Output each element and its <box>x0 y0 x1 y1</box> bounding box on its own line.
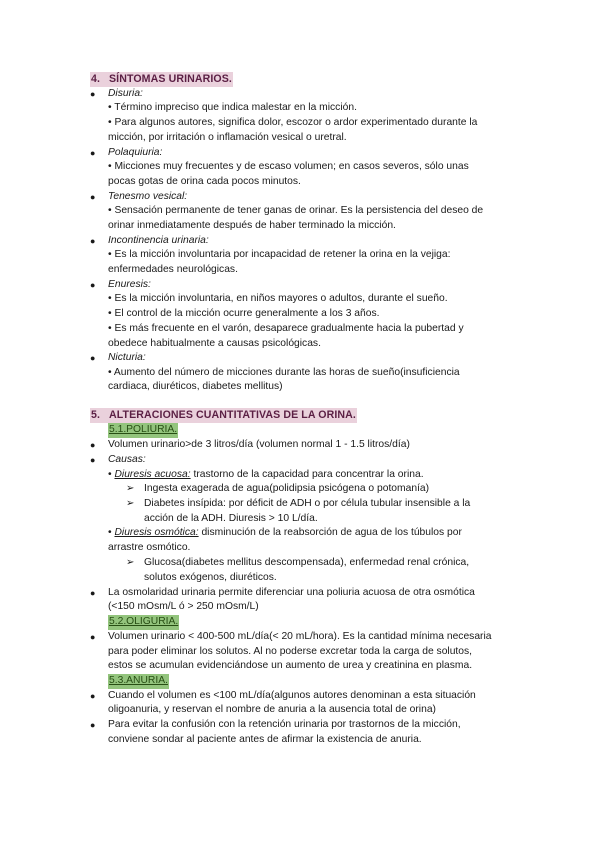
text-line: • Es más frecuente en el varón, desaparece gradualmente hacia la pubertad y <box>108 323 464 334</box>
bullet-icon: ● <box>90 236 96 246</box>
diuresis-osmotica-line: • Diuresis osmótica: disminución de la reabsorción de agua de los túbulos por <box>108 527 462 538</box>
term-causas: Causas: <box>108 454 146 465</box>
bullet-icon: ● <box>90 89 96 99</box>
text-line: estos se acumulan evidenciándose un aumento de urea y creatinina en plasma. <box>108 660 473 671</box>
term-tenesmo-vesical: Tenesmo vesical: <box>108 191 188 202</box>
section-5-title: ALTERACIONES CUANTITATIVAS DE LA ORINA. <box>109 409 356 421</box>
text-line: arrastre osmótico. <box>108 542 191 553</box>
text-line: • Es la micción involuntaria, en niños mayores o adultos, durante el sueño. <box>108 293 448 304</box>
diuresis-acuosa-text: trastorno de la capacidad para concentrar la orina. <box>190 469 424 480</box>
anuria-tag: 5.3.ANURIA. <box>108 674 169 689</box>
text-line: solutos exógenos, diuréticos. <box>144 572 277 583</box>
section-5-number: 5. <box>91 409 101 421</box>
section-4-title: SÍNTOMAS URINARIOS. <box>109 73 232 85</box>
diuresis-acuosa-line: • Diuresis acuosa: trastorno de la capacidad para concentrar la orina. <box>108 469 424 480</box>
section-4-heading <box>90 72 233 87</box>
text-line: cardiaca, diuréticos, diabetes mellitus) <box>108 381 283 392</box>
text-line: • Sensación permanente de tener ganas de orinar. Es la persistencia del deseo de <box>108 205 484 216</box>
poliuria-tag: 5.1.POLIURIA. <box>108 423 178 438</box>
term-nicturia: Nicturia: <box>108 352 146 363</box>
text-line: micción, por irritación o inflamación vesical o uretral. <box>108 132 347 143</box>
text-line: • Micciones muy frecuentes y de escaso volumen; en casos severos, sólo unas <box>108 161 469 172</box>
bullet-icon: ● <box>90 455 96 465</box>
bullet-icon: ● <box>90 632 96 642</box>
text-line: orinar inmediatamente después de haber terminado la micción. <box>108 220 396 231</box>
text-line: (<150 mOsm/L ó > 250 mOsm/L) <box>108 601 259 612</box>
bullet-icon: ● <box>90 353 96 363</box>
bullet-icon: ● <box>90 691 96 701</box>
text-line: enfermedades neurológicas. <box>108 264 238 275</box>
arrow-bullet-icon: ➢ <box>126 498 135 509</box>
text-line: Diabetes insípida: por déficit de ADH o por célula tubular insensible a la <box>144 498 471 509</box>
term-disuria: Disuria: <box>108 88 143 99</box>
text-line: Ingesta exagerada de agua(polidipsia psicógena o potomanía) <box>144 483 430 494</box>
bullet-icon: ● <box>90 192 96 202</box>
text-line: Para evitar la confusión con la retención urinaria por trastornos de la micción, <box>108 719 461 730</box>
section-5-heading <box>90 408 357 423</box>
text-line: • Es la micción involuntaria por incapacidad de retener la orina en la vejiga: <box>108 249 451 260</box>
text-line: • El control de la micción ocurre generalmente a los 3 años. <box>108 308 380 319</box>
text-line: para poder eliminar los solutos. Al no poderse excretar toda la carga de solutos, <box>108 646 473 657</box>
text-line: obedece habitualmente a causas psicológicas. <box>108 338 321 349</box>
term-incontinencia: Incontinencia urinaria: <box>108 235 209 246</box>
text-line: oligoanuria, y reservan el nombre de anuria a la ausencia total de orina) <box>108 704 436 715</box>
text-line: Volumen urinario < 400-500 mL/día(< 20 mL/hora). Es la cantidad mínima necesaria <box>108 631 492 642</box>
term-enuresis: Enuresis: <box>108 279 151 290</box>
text-line: • Aumento del número de micciones durante las horas de sueño(insuficiencia <box>108 367 460 378</box>
text-line: Glucosa(diabetes mellitus descompensada), enfermedad renal crónica, <box>144 557 470 568</box>
bullet-icon: ● <box>90 280 96 290</box>
term-polaquiuria: Polaquiuria: <box>108 147 163 158</box>
text-line: acción de la ADH. Diuresis > 10 L/día. <box>144 513 318 524</box>
term-diuresis-osmotica: Diuresis osmótica: <box>114 527 199 538</box>
arrow-bullet-icon: ➢ <box>126 557 135 568</box>
section-4-number: 4. <box>91 73 101 85</box>
oliguria-tag: 5.2.OLIGURIA. <box>108 615 179 630</box>
text-line: pocas gotas de orina cada pocos minutos. <box>108 176 301 187</box>
bullet-icon: ● <box>90 148 96 158</box>
text-line: La osmolaridad urinaria permite diferenciar una poliuria acuosa de otra osmótica <box>108 587 475 598</box>
arrow-bullet-icon: ➢ <box>126 483 135 494</box>
text-line: • Para algunos autores, significa dolor, escozor o ardor experimentado durante la <box>108 117 478 128</box>
bullet-icon: ● <box>90 440 96 450</box>
bullet-icon: ● <box>90 720 96 730</box>
text-line: conviene sondar al paciente antes de afirmar la existencia de anuria. <box>108 734 422 745</box>
diuresis-osmotica-text: disminución de la reabsorción de agua de los túbulos por <box>198 527 462 538</box>
term-diuresis-acuosa: Diuresis acuosa: <box>114 469 191 480</box>
bullet-icon: ● <box>90 588 96 598</box>
text-line: Cuando el volumen es <100 mL/día(algunos autores denominan a esta situación <box>108 690 476 701</box>
text-line: • Término impreciso que indica malestar en la micción. <box>108 102 357 113</box>
text-line: Volumen urinario>de 3 litros/día (volumen normal 1 - 1.5 litros/día) <box>108 439 410 450</box>
